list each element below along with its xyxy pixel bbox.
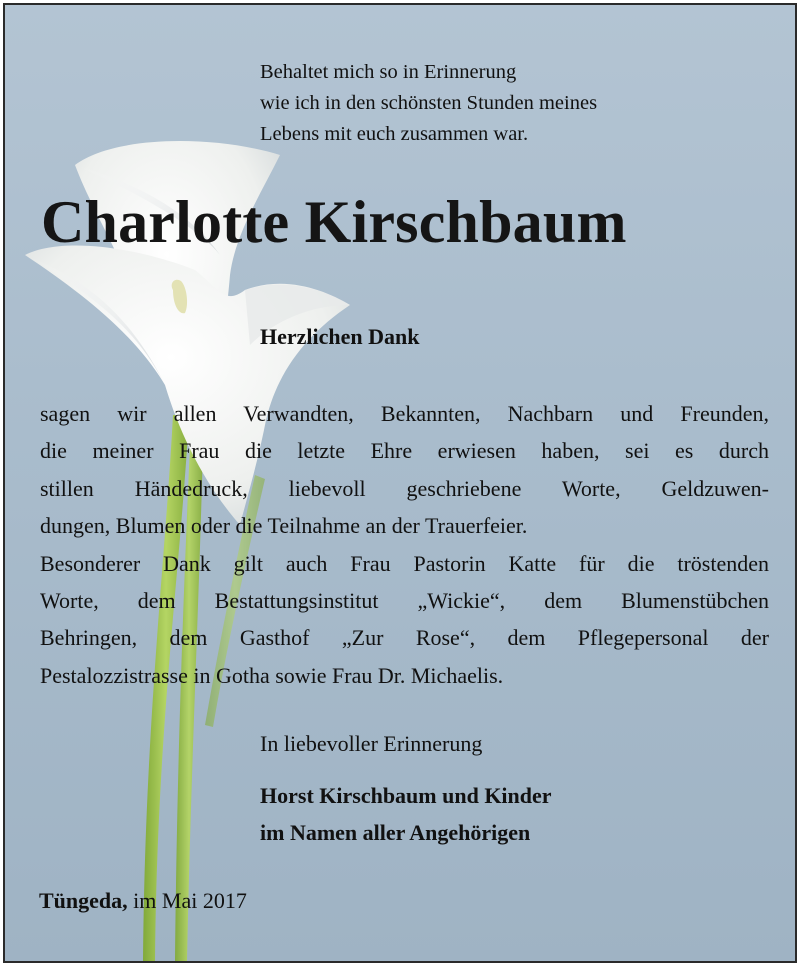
body-line: Behringen, dem Gasthof „Zur Rose“, dem Pflegepersonal der bbox=[40, 625, 769, 651]
verse-line: Lebens mit euch zusammen war. bbox=[260, 123, 529, 145]
body-line: dungen, Blumen oder die Teilnahme an der Trauerfeier. bbox=[40, 513, 528, 539]
verse-line: wie ich in den schönsten Stunden meines bbox=[260, 92, 598, 114]
body-line: Besonderer Dank gilt auch Frau Pastorin Katte für die tröstenden bbox=[40, 550, 769, 576]
body-line: Pestalozzistrasse in Gotha sowie Frau Dr. Michaelis. bbox=[40, 662, 504, 688]
obituary-card bbox=[3, 3, 797, 963]
verse-line: Behaltet mich so in Erinnerung bbox=[260, 61, 517, 83]
memorial-verse bbox=[260, 57, 597, 150]
thanks-body-text bbox=[40, 395, 769, 694]
place-and-date bbox=[39, 888, 247, 914]
body-line: Worte, dem Bestattungsinstitut „Wickie“, dem Blumenstübchen bbox=[40, 588, 769, 614]
signature-line: Horst Kirschbaum und Kinder bbox=[260, 783, 552, 808]
thanks-heading: Herzlichen Dank bbox=[260, 324, 420, 349]
body-line: sagen wir allen Verwandten, Bekannten, Nachbarn und Freunden, bbox=[40, 401, 769, 426]
place-name: Tüngeda, bbox=[39, 888, 128, 913]
signature-block bbox=[260, 777, 552, 851]
date-text: im Mai 2017 bbox=[133, 888, 247, 913]
deceased-name: Charlotte Kirschbaum bbox=[41, 189, 627, 255]
body-line: die meiner Frau die letzte Ehre erwiesen haben, sei es durch bbox=[40, 438, 769, 464]
signature-line: im Namen aller Angehörigen bbox=[260, 820, 531, 845]
closing-phrase: In liebevoller Erinnerung bbox=[260, 731, 483, 756]
body-line: stillen Händedruck, liebevoll geschriebene Worte, Geldzuwen- bbox=[40, 475, 769, 501]
